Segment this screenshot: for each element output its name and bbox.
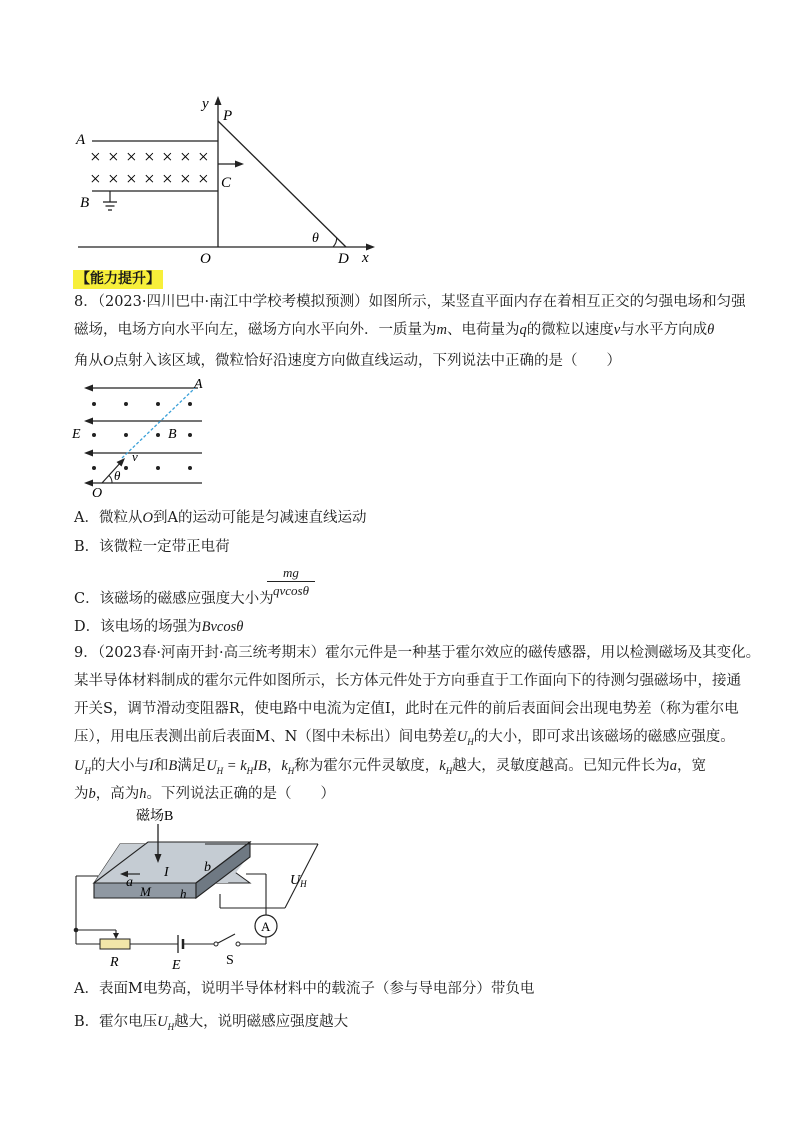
q9-label-voltage: $U_H$ — [290, 873, 307, 889]
q8-crossed-fields-diagram — [70, 375, 220, 500]
q8-option-a[interactable]: A．微粒从O到A的运动可能是匀减速直线运动 — [74, 510, 367, 526]
q9-option-b[interactable]: B．霍尔电压$U_H$越大，说明磁感应强度越大 — [74, 1014, 349, 1032]
magnetic-field-cross: × — [162, 147, 173, 168]
label-c: C — [221, 175, 232, 191]
q8-label-b: B — [168, 427, 177, 442]
label-a: A — [76, 132, 86, 148]
q8-option-c-fraction — [267, 565, 315, 598]
q8-label-e: E — [72, 427, 81, 442]
label-o: O — [200, 251, 211, 267]
label-p: P — [223, 108, 233, 124]
q8-label-v: v — [132, 449, 138, 464]
q9-stem-line-3: 开关S，调节滑动变阻器R，使电路中电流为定值I，此时在元件的前后表面间会出现电势差（称为霍尔电 — [74, 701, 739, 717]
label-theta: θ — [312, 231, 319, 246]
field-region-diagram — [70, 92, 380, 267]
magnetic-field-cross: × — [126, 169, 137, 190]
label-y: y — [202, 96, 209, 112]
label-x: x — [362, 250, 369, 266]
q9-label-field: 磁场B — [136, 809, 174, 824]
q8-label-o: O — [92, 486, 103, 500]
q8-label-a: A — [194, 377, 203, 392]
label-b: B — [80, 195, 90, 211]
q9-label-switch: S — [226, 953, 234, 968]
fraction-denominator: qvcosθ — [273, 583, 309, 598]
magnetic-field-cross: × — [144, 147, 155, 168]
magnetic-field-cross: × — [90, 169, 101, 190]
magnetic-field-cross: × — [198, 147, 209, 168]
q9-option-a[interactable]: A．表面M电势高，说明半导体材料中的载流子（参与导电部分）带负电 — [74, 981, 535, 997]
q9-label-current: I — [164, 865, 169, 880]
magnetic-field-cross: × — [144, 169, 155, 190]
q8-option-b[interactable]: B．该微粒一定带正电荷 — [74, 539, 230, 555]
q8-stem-line-1: 8．（2023·四川巴中·南江中学校考模拟预测）如图所示，某竖直平面内存在着相互正交的匀强电场和匀强 — [74, 294, 746, 310]
q9-stem-line-1: 9．（2023春·河南开封·高三统考期末）霍尔元件是一种基于霍尔效应的磁传感器，用以检测磁场及其变化。 — [74, 645, 761, 661]
magnetic-field-cross: × — [180, 147, 191, 168]
fraction-numerator: mg — [283, 565, 299, 580]
magnetic-field-cross: × — [108, 169, 119, 190]
q9-label-width: b — [204, 860, 211, 875]
q9-stem-line-2: 某半导体材料制成的霍尔元件如图所示，长方体元件处于方向垂直于工作面向下的待测匀强磁场中，接通 — [74, 673, 741, 689]
magnetic-field-cross: × — [198, 169, 209, 190]
q9-stem-line-4: 压），用电压表测出前后表面M、N（图中未标出）间电势差$U_H$的大小，即可求出该磁场的磁感应强度。 — [74, 729, 735, 747]
label-d: D — [338, 251, 349, 267]
magnetic-field-cross: × — [90, 147, 101, 168]
q9-label-height: h — [180, 886, 187, 901]
q9-stem-line-6: 为b，高为h。下列说法正确的是（ ） — [74, 786, 335, 802]
magnetic-field-cross: × — [108, 147, 119, 168]
q8-stem-line-3: 角从O点射入该区域，微粒恰好沿速度方向做直线运动，下列说法中正确的是（ ） — [74, 353, 621, 369]
q9-label-resistor: R — [110, 955, 119, 970]
q9-hall-element-circuit — [70, 806, 340, 976]
magnetic-field-cross: × — [180, 169, 191, 190]
q9-label-m: M — [140, 884, 151, 899]
section-tag: 【能力提升】 — [73, 270, 163, 289]
magnetic-field-cross: × — [162, 169, 173, 190]
q9-label-ammeter: A — [261, 919, 271, 934]
q8-label-theta: θ — [114, 468, 121, 483]
q8-option-d[interactable]: D．该电场的场强为Bvcosθ — [74, 619, 244, 635]
q9-stem-line-5: $U_H$的大小与I和B满足$U_H = k_HIB$，$k_H$称为霍尔元件灵敏度，$k_H$越大，灵敏度越高。已知元件长为a，宽 — [74, 758, 706, 776]
magnetic-field-cross: × — [126, 147, 137, 168]
q9-label-length: a — [126, 875, 133, 890]
q8-option-c[interactable]: C．该磁场的磁感应强度大小为 — [74, 591, 274, 607]
q9-label-battery: E — [172, 958, 181, 973]
q8-stem-line-2: 磁场，电场方向水平向左，磁场方向水平向外．一质量为m、电荷量为q的微粒以速度v与水平方向成θ — [74, 322, 715, 338]
